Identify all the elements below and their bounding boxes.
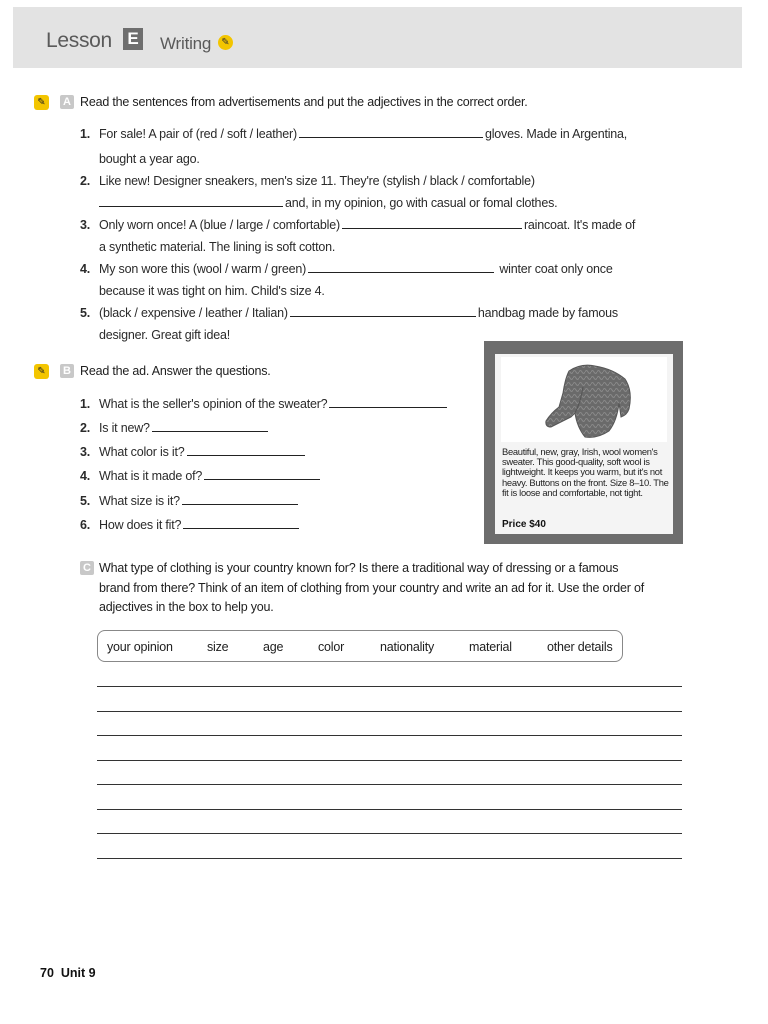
question-item: 2. Is it new? xyxy=(80,421,270,435)
answer-blank[interactable] xyxy=(290,315,476,317)
sweater-photo xyxy=(501,357,667,442)
question-item: 3. What color is it? xyxy=(80,445,307,459)
answer-blank[interactable] xyxy=(204,478,320,480)
list-item: 1. For sale! A pair of (red / soft / leather) gloves. Made in Argentina, xyxy=(80,127,628,141)
answer-blank[interactable] xyxy=(187,454,305,456)
writing-line[interactable] xyxy=(97,711,682,712)
adjective-order-box xyxy=(97,630,623,662)
list-item: 3. Only worn once! A (blue / large / comfortable) raincoat. It's made of xyxy=(80,218,636,232)
section-c-instruction-line: brand from there? Think of an item of clothing from your country and write an ad for it. Use the order of xyxy=(99,581,645,595)
write-icon: ✎ xyxy=(34,364,49,379)
section-a-letter: A xyxy=(60,95,74,109)
question-item: 4. What is it made of? xyxy=(80,469,322,483)
lesson-letter: E xyxy=(123,28,143,50)
answer-blank[interactable] xyxy=(329,406,447,408)
answer-blank[interactable] xyxy=(299,136,483,138)
question-item: 6. How does it fit? xyxy=(80,518,301,532)
section-c-letter: C xyxy=(80,561,94,575)
write-icon: ✎ xyxy=(34,95,49,110)
pencil-icon: ✎ xyxy=(218,35,233,50)
adjective-label: other details xyxy=(547,640,613,654)
adjective-label: material xyxy=(469,640,512,654)
list-item: 4. My son wore this (wool / warm / green) winter coat only once xyxy=(80,262,613,276)
list-item-continued: a synthetic material. The lining is soft cotton. xyxy=(99,240,336,254)
writing-line[interactable] xyxy=(97,809,682,810)
adjective-label: your opinion xyxy=(107,640,173,654)
ad-description: Beautiful, new, gray, Irish, wool women's sweater. This good-quality, soft wool is lightweight. It keeps you warm, but it's not heavy. Buttons on the front. Size 8–10. The fit is loose and comfortable, not tight. xyxy=(502,446,669,498)
adjective-label: nationality xyxy=(380,640,435,654)
list-item: 2. Like new! Designer sneakers, men's size 11. They're (stylish / black / comfortable) xyxy=(80,174,535,188)
writing-line[interactable] xyxy=(97,784,682,785)
writing-line[interactable] xyxy=(97,735,682,736)
answer-blank[interactable] xyxy=(342,227,522,229)
sweater-icon xyxy=(501,357,667,442)
section-c-instruction-line: adjectives in the box to help you. xyxy=(99,600,274,614)
list-item-continued: bought a year ago. xyxy=(99,152,200,166)
list-item-continued: and, in my opinion, go with casual or fomal clothes. xyxy=(99,196,557,210)
unit-label: Unit 9 xyxy=(60,966,96,980)
writing-line[interactable] xyxy=(97,686,682,687)
adjective-label: color xyxy=(318,640,345,654)
section-c-instruction-line: What type of clothing is your country known for? Is there a traditional way of dressing or a famous xyxy=(99,561,619,575)
question-item: 5. What size is it? xyxy=(80,494,300,508)
section-b-instruction: Read the ad. Answer the questions. xyxy=(80,364,271,378)
question-item: 1. What is the seller's opinion of the sweater? xyxy=(80,397,449,411)
answer-blank[interactable] xyxy=(152,430,268,432)
adjective-label: size xyxy=(207,640,229,654)
answer-blank[interactable] xyxy=(308,271,494,273)
page-number: 70 xyxy=(40,966,54,980)
page-footer xyxy=(40,966,96,980)
list-item-continued: because it was tight on him. Child's size 4. xyxy=(99,284,325,298)
list-item-continued: designer. Great gift idea! xyxy=(99,328,230,342)
lesson-word: Lesson xyxy=(46,29,112,52)
list-item: 5. (black / expensive / leather / Italian) handbag made by famous xyxy=(80,306,618,320)
answer-blank[interactable] xyxy=(99,205,283,207)
ad-price: Price $40 xyxy=(502,519,546,530)
section-a-instruction: Read the sentences from advertisements and put the adjectives in the correct order. xyxy=(80,95,528,109)
lesson-title: Writing xyxy=(160,34,212,53)
answer-blank[interactable] xyxy=(182,503,298,505)
writing-line[interactable] xyxy=(97,833,682,834)
adjective-label: age xyxy=(263,640,284,654)
writing-line[interactable] xyxy=(97,760,682,761)
section-b-letter: B xyxy=(60,364,74,378)
writing-line[interactable] xyxy=(97,858,682,859)
answer-blank[interactable] xyxy=(183,527,299,529)
